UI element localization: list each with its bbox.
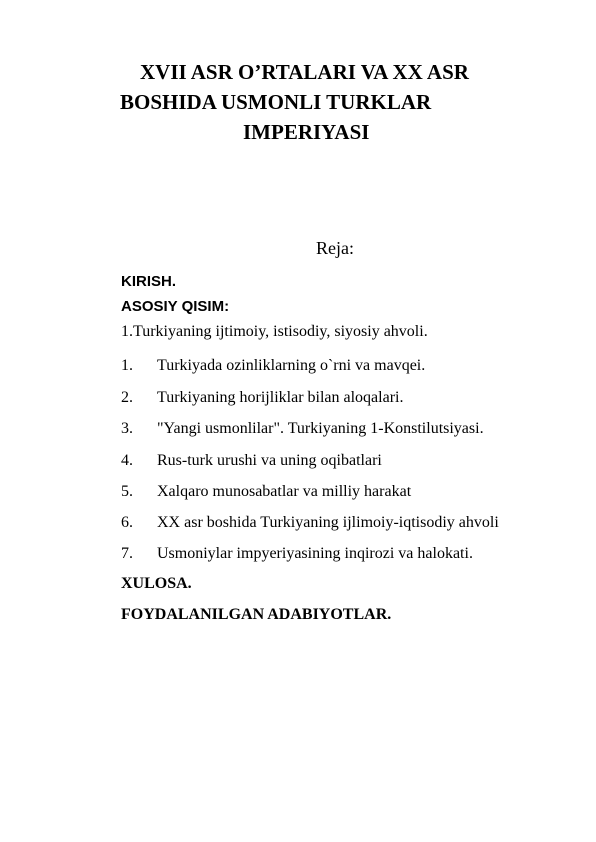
- list-item-text: XX asr boshida Turkiyaning ijlimoiy-iqtisodiy ahvoli: [157, 514, 499, 531]
- list-item-number: 6.: [121, 514, 133, 531]
- list-item-text: Turkiyada ozinliklarning o`rni va mavqei.: [157, 357, 426, 374]
- list-item-number: 1.: [121, 357, 133, 374]
- list-item-number: 3.: [121, 420, 133, 437]
- list-item-number: 2.: [121, 389, 133, 406]
- list-item-text: "Yangi usmonlilar". Turkiyaning 1-Konstilutsiyasi.: [157, 420, 484, 437]
- list-item: [121, 513, 499, 533]
- list-item-text: Xalqaro munosabatlar va milliy harakat: [157, 483, 412, 500]
- list-item-number: 5.: [121, 483, 133, 500]
- list-item-text: Rus-turk urushi va uning oqibatlari: [157, 452, 382, 469]
- list-item-number: 7.: [121, 545, 133, 562]
- list-item-number: 4.: [121, 452, 133, 469]
- plan-heading: Reja:: [316, 238, 354, 258]
- list-item: [121, 356, 425, 376]
- references-label: FOYDALANILGAN ADABIYOTLAR.: [121, 606, 392, 623]
- main-part-label: ASOSIY QISIM:: [121, 298, 230, 315]
- list-item-text: Usmoniylar impyeriyasining inqirozi va halokati.: [157, 545, 473, 562]
- list-item: [121, 544, 473, 564]
- list-item-text: Turkiyaning horijliklar bilan aloqalari.: [157, 389, 404, 406]
- title-line-2: BOSHIDA USMONLI TURKLAR: [120, 90, 432, 114]
- conclusion-label: XULOSA.: [121, 575, 192, 592]
- title-line-3: IMPERIYASI: [243, 120, 370, 144]
- intro-label: KIRISH.: [121, 273, 177, 290]
- list-item: [121, 451, 382, 471]
- list-item: [121, 388, 403, 408]
- list-item: [121, 419, 484, 439]
- list-item: [121, 482, 411, 502]
- document-title: [100, 57, 560, 147]
- title-line-1: XVII ASR O’RTALARI VA XX ASR: [140, 60, 469, 84]
- first-point: 1.Turkiyaning ijtimoiy, istisodiy, siyosiy ahvoli.: [121, 323, 428, 340]
